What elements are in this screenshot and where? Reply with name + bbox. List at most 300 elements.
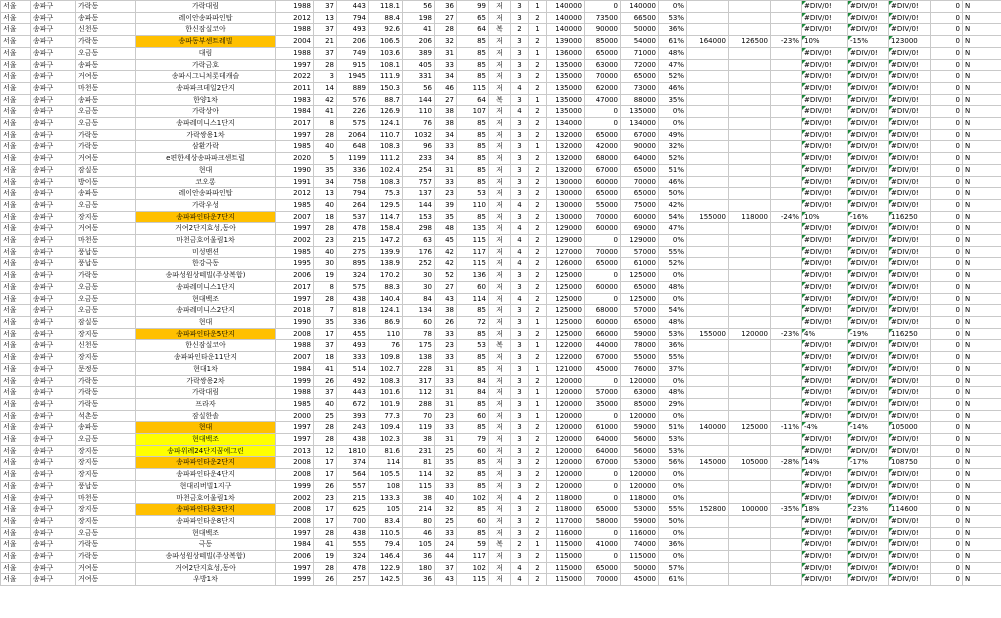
cell[interactable]: #DIV/0!	[889, 258, 931, 270]
cell[interactable]: 서울	[1, 82, 31, 94]
cell[interactable]	[771, 246, 802, 258]
cell[interactable]: 거여2단지효성,동아	[136, 562, 276, 574]
cell[interactable]: 90000	[621, 141, 659, 153]
cell[interactable]: #DIV/0!	[848, 141, 889, 153]
cell[interactable]: N	[963, 363, 1001, 375]
cell[interactable]	[771, 258, 802, 270]
cell[interactable]: 39	[435, 199, 457, 211]
cell[interactable]: 0	[931, 176, 963, 188]
cell[interactable]: 저	[489, 199, 511, 211]
cell[interactable]	[729, 363, 771, 375]
cell[interactable]: 108750	[889, 457, 931, 469]
cell[interactable]: 144	[403, 94, 435, 106]
cell[interactable]: 92.6	[369, 24, 403, 36]
cell[interactable]: #DIV/0!	[802, 106, 848, 118]
cell[interactable]	[729, 352, 771, 364]
cell[interactable]: 0%	[659, 293, 687, 305]
cell[interactable]: #DIV/0!	[889, 398, 931, 410]
cell[interactable]: 저	[489, 305, 511, 317]
cell[interactable]: 120000	[621, 480, 659, 492]
cell[interactable]: 64000	[585, 434, 621, 446]
cell[interactable]: 108.3	[369, 176, 403, 188]
cell[interactable]: #DIV/0!	[802, 305, 848, 317]
cell[interactable]: 66000	[585, 328, 621, 340]
cell[interactable]: 송파구	[31, 562, 76, 574]
cell[interactable]	[687, 141, 729, 153]
cell[interactable]: 장지동	[76, 445, 136, 457]
cell[interactable]: 214	[403, 504, 435, 516]
cell[interactable]: 115	[457, 82, 489, 94]
cell[interactable]: #DIV/0!	[802, 258, 848, 270]
cell[interactable]: 72	[457, 316, 489, 328]
cell[interactable]: 37%	[659, 363, 687, 375]
cell[interactable]: 2	[529, 71, 547, 83]
cell[interactable]: 오금동	[76, 199, 136, 211]
cell[interactable]: 서울	[1, 235, 31, 247]
cell[interactable]: 송파구	[31, 305, 76, 317]
cell[interactable]: 2	[529, 164, 547, 176]
cell[interactable]: 송파구	[31, 316, 76, 328]
cell[interactable]: 저	[489, 188, 511, 200]
cell[interactable]: 3	[511, 434, 529, 446]
cell[interactable]: N	[963, 12, 1001, 24]
cell[interactable]: N	[963, 82, 1001, 94]
cell[interactable]	[687, 153, 729, 165]
cell[interactable]	[729, 527, 771, 539]
cell[interactable]: #DIV/0!	[848, 270, 889, 282]
cell[interactable]: 1	[529, 316, 547, 328]
cell[interactable]: 서울	[1, 176, 31, 188]
cell[interactable]: 2011	[276, 82, 314, 94]
cell[interactable]: 64000	[621, 153, 659, 165]
cell[interactable]: -23%	[771, 328, 802, 340]
cell[interactable]: 0	[585, 106, 621, 118]
cell[interactable]: 64000	[585, 445, 621, 457]
cell[interactable]: 2017	[276, 281, 314, 293]
cell[interactable]: 84	[403, 293, 435, 305]
cell[interactable]: N	[963, 398, 1001, 410]
cell[interactable]: 139000	[547, 36, 585, 48]
cell[interactable]: 101.9	[369, 398, 403, 410]
cell[interactable]: 극동	[136, 539, 276, 551]
cell[interactable]: 오금동	[76, 106, 136, 118]
cell[interactable]: 625	[337, 504, 369, 516]
cell[interactable]: 저	[489, 352, 511, 364]
cell[interactable]: 1985	[276, 141, 314, 153]
cell[interactable]: 374	[337, 457, 369, 469]
cell[interactable]: 송파구	[31, 1, 76, 13]
cell[interactable]: #DIV/0!	[848, 445, 889, 457]
cell[interactable]	[687, 340, 729, 352]
cell[interactable]: 1997	[276, 223, 314, 235]
cell[interactable]: 33	[435, 480, 457, 492]
cell[interactable]: 0	[585, 118, 621, 130]
cell[interactable]: 3	[511, 59, 529, 71]
cell[interactable]: 38	[435, 305, 457, 317]
cell[interactable]: 1985	[276, 398, 314, 410]
cell[interactable]: N	[963, 24, 1001, 36]
cell[interactable]: 0	[931, 480, 963, 492]
cell[interactable]: 110	[457, 199, 489, 211]
cell[interactable]	[771, 305, 802, 317]
cell[interactable]: 3	[511, 281, 529, 293]
cell[interactable]	[771, 340, 802, 352]
cell[interactable]: 115000	[547, 539, 585, 551]
cell[interactable]: 537	[337, 211, 369, 223]
cell[interactable]: 송파구	[31, 94, 76, 106]
cell[interactable]: 가락동	[76, 141, 136, 153]
cell[interactable]: 현대	[136, 422, 276, 434]
cell[interactable]: 서울	[1, 387, 31, 399]
cell[interactable]: 120000	[547, 434, 585, 446]
cell[interactable]: 33	[435, 352, 457, 364]
cell[interactable]: #DIV/0!	[802, 492, 848, 504]
cell[interactable]	[771, 164, 802, 176]
cell[interactable]: 송파구	[31, 457, 76, 469]
cell[interactable]: 서울	[1, 562, 31, 574]
cell[interactable]: 0%	[659, 106, 687, 118]
cell[interactable]: 19	[314, 551, 337, 563]
cell[interactable]: 85	[457, 504, 489, 516]
cell[interactable]: 2	[529, 246, 547, 258]
cell[interactable]	[729, 469, 771, 481]
cell[interactable]: 송파구	[31, 258, 76, 270]
cell[interactable]: #DIV/0!	[889, 515, 931, 527]
cell[interactable]: #DIV/0!	[848, 1, 889, 13]
cell[interactable]: 송파구	[31, 387, 76, 399]
cell[interactable]: 32	[435, 469, 457, 481]
cell[interactable]: #DIV/0!	[848, 434, 889, 446]
cell[interactable]: N	[963, 457, 1001, 469]
cell[interactable]	[729, 12, 771, 24]
cell[interactable]: 저	[489, 223, 511, 235]
cell[interactable]: 150.3	[369, 82, 403, 94]
cell[interactable]: 3	[511, 469, 529, 481]
cell[interactable]: 106.5	[369, 36, 403, 48]
cell[interactable]: -16%	[848, 211, 889, 223]
cell[interactable]: 서울	[1, 153, 31, 165]
cell[interactable]: 송파동	[76, 422, 136, 434]
cell[interactable]: 1984	[276, 539, 314, 551]
cell[interactable]: N	[963, 129, 1001, 141]
cell[interactable]: 555	[337, 539, 369, 551]
cell[interactable]	[729, 340, 771, 352]
cell[interactable]: 147.2	[369, 235, 403, 247]
cell[interactable]: 송파구	[31, 410, 76, 422]
cell[interactable]: 88.3	[369, 281, 403, 293]
cell[interactable]	[771, 47, 802, 59]
cell[interactable]: 0	[931, 515, 963, 527]
cell[interactable]: #DIV/0!	[802, 480, 848, 492]
cell[interactable]: N	[963, 164, 1001, 176]
cell[interactable]: 28	[314, 562, 337, 574]
cell[interactable]: 56	[403, 1, 435, 13]
cell[interactable]: 2	[529, 305, 547, 317]
cell[interactable]: 송파구	[31, 445, 76, 457]
cell[interactable]: 서울	[1, 129, 31, 141]
cell[interactable]	[729, 434, 771, 446]
cell[interactable]: 1	[529, 398, 547, 410]
cell[interactable]: 24	[435, 539, 457, 551]
cell[interactable]: 31	[435, 47, 457, 59]
cell[interactable]: #DIV/0!	[848, 480, 889, 492]
cell[interactable]: #DIV/0!	[848, 410, 889, 422]
cell[interactable]: #DIV/0!	[802, 515, 848, 527]
cell[interactable]: 85	[457, 527, 489, 539]
cell[interactable]: 가락동	[76, 1, 136, 13]
cell[interactable]: 61000	[585, 422, 621, 434]
cell[interactable]: 26	[314, 480, 337, 492]
cell[interactable]: 27	[435, 94, 457, 106]
cell[interactable]: 136	[457, 270, 489, 282]
cell[interactable]: 48%	[659, 316, 687, 328]
cell[interactable]: 0	[931, 199, 963, 211]
cell[interactable]: 14	[314, 82, 337, 94]
cell[interactable]: 0	[931, 375, 963, 387]
cell[interactable]: 65000	[585, 129, 621, 141]
cell[interactable]: #DIV/0!	[848, 82, 889, 94]
cell[interactable]: 55000	[585, 199, 621, 211]
cell[interactable]: 40	[314, 398, 337, 410]
cell[interactable]: 145000	[687, 457, 729, 469]
cell[interactable]	[729, 1, 771, 13]
cell[interactable]	[771, 293, 802, 305]
cell[interactable]: #DIV/0!	[848, 574, 889, 586]
cell[interactable]: 28	[314, 434, 337, 446]
cell[interactable]: 4	[511, 235, 529, 247]
cell[interactable]: 37	[314, 24, 337, 36]
cell[interactable]	[687, 410, 729, 422]
cell[interactable]: 0	[931, 141, 963, 153]
cell[interactable]: 송파구	[31, 469, 76, 481]
cell[interactable]: 35%	[659, 94, 687, 106]
cell[interactable]: 현대백조	[136, 293, 276, 305]
cell[interactable]: 60000	[585, 176, 621, 188]
cell[interactable]: 2	[529, 480, 547, 492]
cell[interactable]: #DIV/0!	[889, 539, 931, 551]
cell[interactable]: 1	[529, 410, 547, 422]
cell[interactable]: 137	[403, 188, 435, 200]
cell[interactable]	[729, 82, 771, 94]
cell[interactable]	[729, 258, 771, 270]
cell[interactable]: 4	[511, 82, 529, 94]
cell[interactable]: 60	[403, 316, 435, 328]
cell[interactable]: 서울	[1, 305, 31, 317]
cell[interactable]: 85	[457, 47, 489, 59]
cell[interactable]: 2	[529, 12, 547, 24]
cell[interactable]: N	[963, 422, 1001, 434]
cell[interactable]: 129.5	[369, 199, 403, 211]
cell[interactable]: 31	[435, 387, 457, 399]
cell[interactable]: N	[963, 515, 1001, 527]
cell[interactable]: 3	[511, 129, 529, 141]
cell[interactable]: 1199	[337, 153, 369, 165]
cell[interactable]: 0%	[659, 235, 687, 247]
cell[interactable]: 가락동	[76, 551, 136, 563]
cell[interactable]: 389	[403, 47, 435, 59]
cell[interactable]: N	[963, 352, 1001, 364]
cell[interactable]: 333	[337, 352, 369, 364]
cell[interactable]	[771, 24, 802, 36]
cell[interactable]: 송파구	[31, 480, 76, 492]
cell[interactable]: 90000	[585, 24, 621, 36]
cell[interactable]: 33	[435, 527, 457, 539]
cell[interactable]: 4	[511, 258, 529, 270]
cell[interactable]: 1	[529, 363, 547, 375]
cell[interactable]: 송파구	[31, 515, 76, 527]
cell[interactable]: 송파파인타운4단지	[136, 469, 276, 481]
cell[interactable]: 63000	[621, 387, 659, 399]
cell[interactable]: 2008	[276, 328, 314, 340]
cell[interactable]: 서울	[1, 527, 31, 539]
cell[interactable]: 0	[931, 153, 963, 165]
cell[interactable]: 25	[435, 515, 457, 527]
cell[interactable]: 102.4	[369, 164, 403, 176]
cell[interactable]: 43	[435, 293, 457, 305]
cell[interactable]: 송파구	[31, 422, 76, 434]
cell[interactable]: 3	[511, 457, 529, 469]
cell[interactable]: 0	[931, 551, 963, 563]
cell[interactable]: 257	[337, 574, 369, 586]
cell[interactable]: 신천동	[76, 24, 136, 36]
cell[interactable]: 478	[337, 223, 369, 235]
cell[interactable]: 405	[403, 59, 435, 71]
cell[interactable]	[729, 59, 771, 71]
cell[interactable]: 1997	[276, 562, 314, 574]
cell[interactable]: 송파구	[31, 235, 76, 247]
cell[interactable]: 저	[489, 527, 511, 539]
cell[interactable]: 2	[529, 199, 547, 211]
cell[interactable]: 저	[489, 574, 511, 586]
cell[interactable]: 0	[931, 340, 963, 352]
cell[interactable]	[771, 118, 802, 130]
cell[interactable]	[771, 199, 802, 211]
cell[interactable]: 324	[337, 270, 369, 282]
cell[interactable]: 0	[931, 445, 963, 457]
cell[interactable]: 0	[931, 574, 963, 586]
cell[interactable]: 0	[931, 492, 963, 504]
cell[interactable]: 1985	[276, 246, 314, 258]
cell[interactable]	[729, 562, 771, 574]
cell[interactable]: 10%	[802, 36, 848, 48]
cell[interactable]: 126500	[729, 36, 771, 48]
cell[interactable]: 3	[511, 316, 529, 328]
cell[interactable]: 443	[337, 387, 369, 399]
cell[interactable]: 55%	[659, 352, 687, 364]
cell[interactable]: 1945	[337, 71, 369, 83]
cell[interactable]: 복	[489, 539, 511, 551]
cell[interactable]: 124.1	[369, 305, 403, 317]
cell[interactable]: 2008	[276, 469, 314, 481]
cell[interactable]: N	[963, 316, 1001, 328]
cell[interactable]: #DIV/0!	[802, 188, 848, 200]
cell[interactable]: 0	[931, 281, 963, 293]
cell[interactable]: 서울	[1, 71, 31, 83]
cell[interactable]	[771, 12, 802, 24]
cell[interactable]: 송파구	[31, 434, 76, 446]
cell[interactable]: 2	[511, 539, 529, 551]
cell[interactable]: 1983	[276, 94, 314, 106]
cell[interactable]	[729, 188, 771, 200]
cell[interactable]: 34	[435, 153, 457, 165]
cell[interactable]: 송파파인타운7단지	[136, 211, 276, 223]
cell[interactable]: 서울	[1, 375, 31, 387]
cell[interactable]: 35	[314, 316, 337, 328]
cell[interactable]: 0	[585, 375, 621, 387]
cell[interactable]	[687, 199, 729, 211]
cell[interactable]: 0	[585, 551, 621, 563]
cell[interactable]: 122000	[547, 340, 585, 352]
cell[interactable]: 57000	[621, 305, 659, 317]
cell[interactable]: 37	[314, 1, 337, 13]
cell[interactable]	[729, 281, 771, 293]
cell[interactable]: 27	[435, 281, 457, 293]
cell[interactable]	[771, 153, 802, 165]
cell[interactable]: 18	[314, 211, 337, 223]
cell[interactable]: 3	[511, 422, 529, 434]
cell[interactable]: 59000	[621, 328, 659, 340]
cell[interactable]: 거여2단지효성,동아	[136, 223, 276, 235]
cell[interactable]: N	[963, 387, 1001, 399]
cell[interactable]: 140.4	[369, 293, 403, 305]
cell[interactable]: #DIV/0!	[848, 469, 889, 481]
cell[interactable]: 25	[435, 445, 457, 457]
cell[interactable]: 4	[511, 492, 529, 504]
cell[interactable]: 50000	[621, 24, 659, 36]
cell[interactable]: #DIV/0!	[848, 235, 889, 247]
cell[interactable]	[687, 574, 729, 586]
cell[interactable]	[687, 82, 729, 94]
cell[interactable]: 오금동	[76, 281, 136, 293]
cell[interactable]: 79.4	[369, 539, 403, 551]
cell[interactable]: 135000	[547, 106, 585, 118]
cell[interactable]: 4	[511, 246, 529, 258]
cell[interactable]: 송파동부센트레빌	[136, 36, 276, 48]
cell[interactable]: N	[963, 480, 1001, 492]
cell[interactable]: 송파구	[31, 328, 76, 340]
cell[interactable]: N	[963, 235, 1001, 247]
cell[interactable]: 거여동	[76, 71, 136, 83]
cell[interactable]: 115000	[547, 562, 585, 574]
cell[interactable]: 63	[403, 235, 435, 247]
cell[interactable]: 85	[457, 129, 489, 141]
cell[interactable]: 17	[314, 328, 337, 340]
cell[interactable]: #DIV/0!	[889, 153, 931, 165]
cell[interactable]: 118000	[729, 211, 771, 223]
cell[interactable]: 324	[337, 551, 369, 563]
cell[interactable]: 서울	[1, 551, 31, 563]
cell[interactable]: 송파구	[31, 223, 76, 235]
cell[interactable]: #DIV/0!	[848, 188, 889, 200]
cell[interactable]: #DIV/0!	[802, 434, 848, 446]
cell[interactable]: 275	[337, 246, 369, 258]
cell[interactable]: 140000	[547, 1, 585, 13]
cell[interactable]: 84	[457, 387, 489, 399]
cell[interactable]	[687, 316, 729, 328]
cell[interactable]: 180	[403, 562, 435, 574]
cell[interactable]: 298	[403, 223, 435, 235]
cell[interactable]: 0	[585, 1, 621, 13]
cell[interactable]: 송파구	[31, 59, 76, 71]
cell[interactable]: #DIV/0!	[802, 270, 848, 282]
cell[interactable]	[687, 188, 729, 200]
cell[interactable]: 저	[489, 562, 511, 574]
cell[interactable]: 65000	[621, 281, 659, 293]
cell[interactable]: 142.5	[369, 574, 403, 586]
cell[interactable]: -4%	[802, 422, 848, 434]
cell[interactable]: #DIV/0!	[848, 527, 889, 539]
cell[interactable]: 송파구	[31, 492, 76, 504]
